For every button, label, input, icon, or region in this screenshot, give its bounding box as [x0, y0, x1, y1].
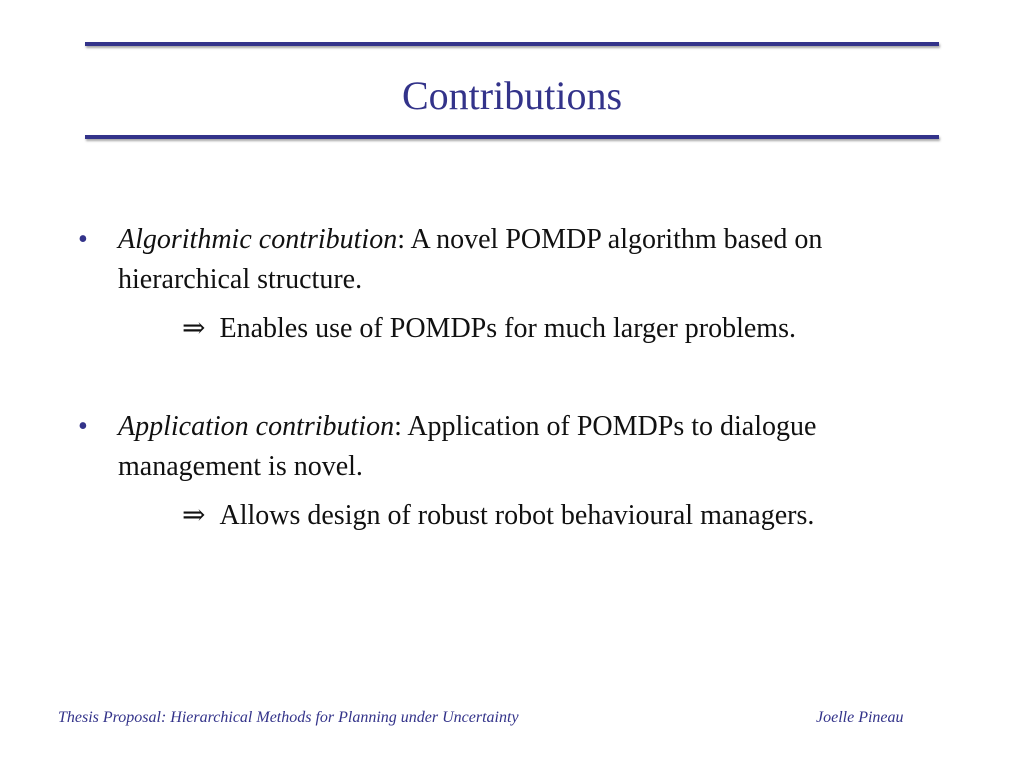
footer-author: Joelle Pineau — [816, 709, 904, 726]
title-rule-top — [85, 42, 939, 46]
bullet-icon: • — [78, 411, 88, 442]
bullet-description: : A novel POMDP algorithm based on hierarchical structure. — [118, 224, 823, 295]
implies-arrow-icon: ⇒ — [182, 313, 206, 344]
bullet-description: : Application of POMDPs to dialogue management is novel. — [118, 411, 817, 482]
slide-title: Contributions — [401, 73, 623, 118]
implication-line — [78, 496, 958, 536]
bullet-item-algorithmic — [78, 220, 958, 349]
bullet-term: Application contribution — [118, 411, 395, 442]
bullet-icon: • — [78, 224, 88, 255]
implication-text: Allows design of robust robot behavioural managers. — [219, 500, 815, 531]
bullet-text — [78, 407, 958, 487]
bullet-term: Algorithmic contribution — [118, 224, 398, 255]
implication-line — [78, 309, 958, 349]
bullet-text — [78, 220, 958, 300]
footer-presentation-title: Thesis Proposal: Hierarchical Methods for Planning under Uncertainty — [58, 709, 519, 726]
title-rule-bottom — [85, 135, 939, 139]
implication-text: Enables use of POMDPs for much larger problems. — [219, 313, 796, 344]
implies-arrow-icon: ⇒ — [182, 500, 206, 531]
bullet-item-application — [78, 407, 958, 536]
